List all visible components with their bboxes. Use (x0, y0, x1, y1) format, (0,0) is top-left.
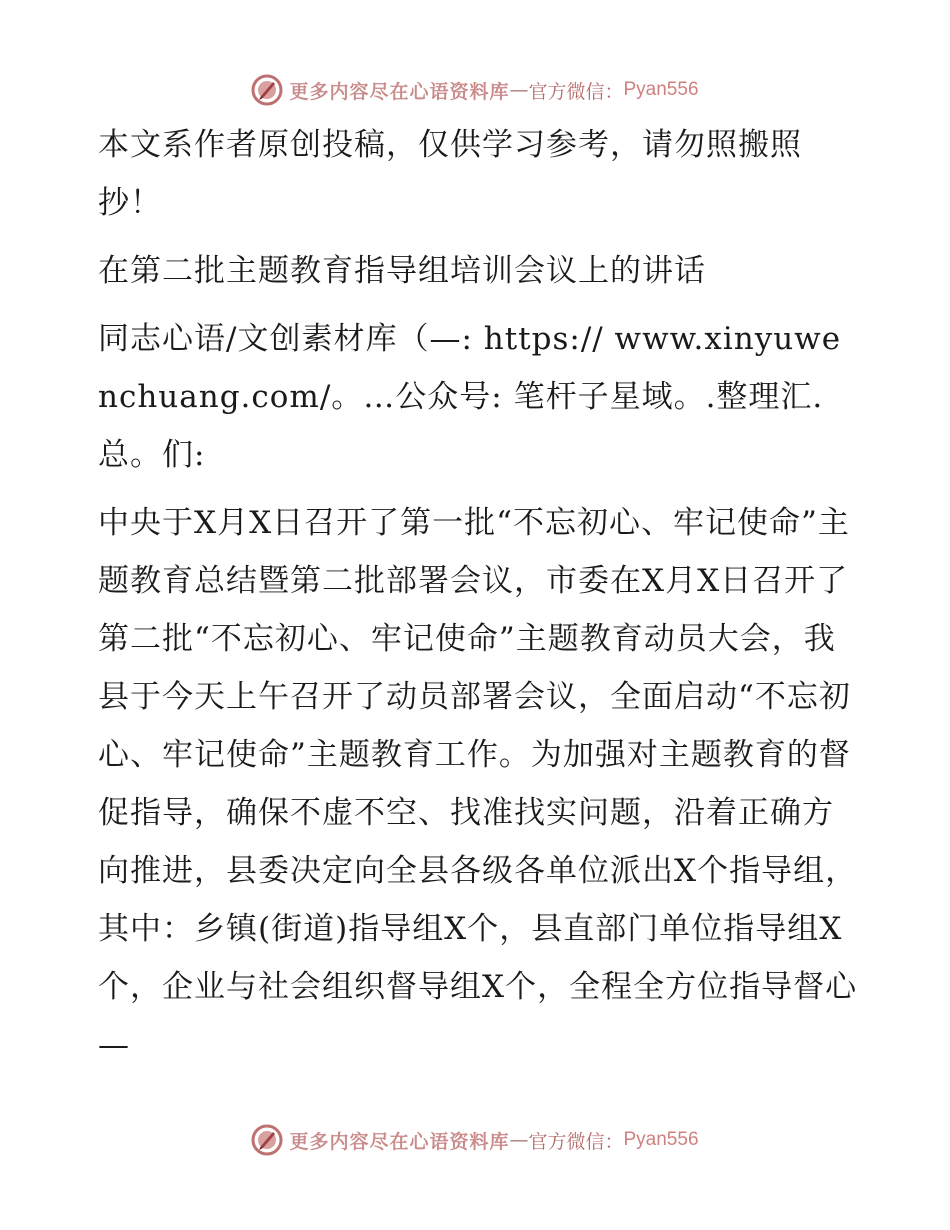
copyright-notice: 本文系作者原创投稿，仅供学习参考，请勿照搬照抄！ (98, 127, 802, 221)
paragraph-gap (98, 484, 858, 494)
banner-main-text: 更多内容尽在心语资料库 (289, 80, 510, 103)
body-paragraph: 中央于X月X日召开了第一批“不忘初心、牢记使命”主题教育总结暨第二批部署会议，市委在X月X日召开了第二批“不忘初心、牢记使命”主题教育动员大会，我县于今天上午召开了动员部署会议，全面启动“不忘初心、牢记使命”主题教育工作。为加强对主题教育的督促指导，确保不虚不空、找准找实问题，沿着正确方向推进，县委决定向全县各级各单位派出X个指导组，其中：乡镇(街道)指导组X个，县直部门单位指导组X个，企业与社会组织督导组X个，全程全方位指导督心— (98, 505, 858, 1063)
banner-separator: — (509, 79, 529, 101)
banner-wechat-id: Pyan556 (623, 1129, 699, 1150)
banner-wechat-id: Pyan556 (623, 79, 699, 100)
footer-banner (0, 1120, 950, 1160)
header-banner (0, 70, 950, 110)
banner-separator: — (509, 1129, 529, 1151)
speech-title: 在第二批主题教育指导组培训会议上的讲话 (98, 253, 706, 289)
quill-logo-icon (251, 74, 283, 106)
paragraph-gap (98, 300, 858, 310)
document-body (98, 116, 858, 1074)
banner-official-label: 官方微信： (528, 80, 624, 103)
quill-logo-icon (251, 1124, 283, 1156)
source-line: 同志心语/文创素材库（—: https:// www.xinyuwenchuang.com/。…公众号: 笔杆子星域。.整理汇.总。们: (98, 321, 842, 473)
banner-main-text: 更多内容尽在心语资料库 (289, 1130, 510, 1153)
paragraph-gap (98, 232, 858, 242)
banner-official-label: 官方微信： (528, 1130, 624, 1153)
